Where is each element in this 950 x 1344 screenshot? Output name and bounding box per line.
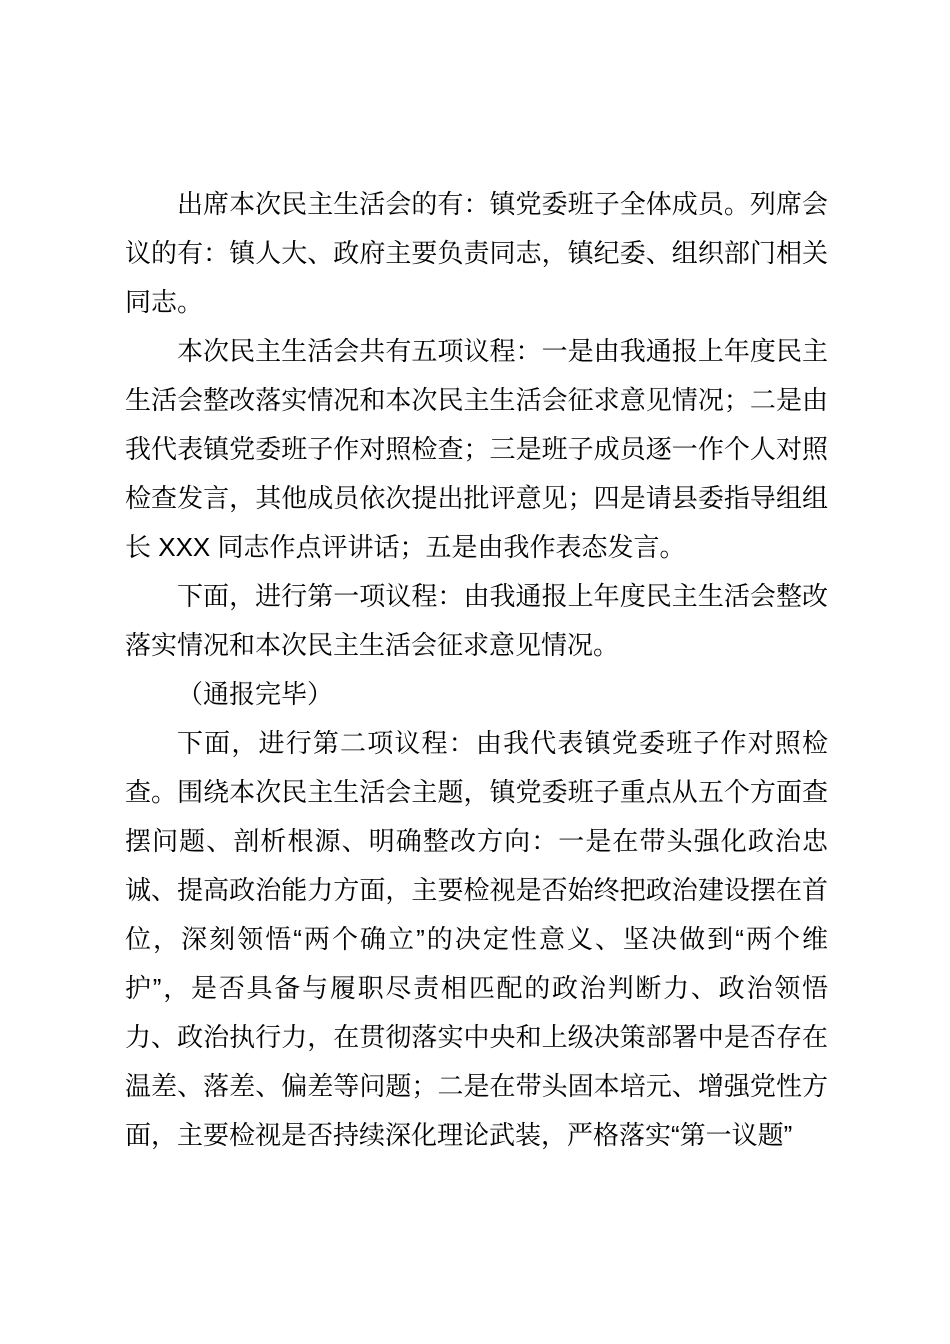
paragraph: 出席本次民主生活会的有：镇党委班子全体成员。列席会议的有：镇人大、政府主要负责同志，镇纪委、组织部门相关同志。 [125, 189, 828, 317]
paragraph: 本次民主生活会共有五项议程：一是由我通报上年度民主生活会整改落实情况和本次民主生活会征求意见情况；二是由我代表镇党委班子作对照检查；三是班子成员逐一作个人对照检查发言，其他成员依次提出批评意见；四是请县委指导组组长 XXX 同志作点评讲话；五是由我作表态发言。 [125, 336, 828, 562]
paragraph: 下面，进行第二项议程：由我代表镇党委班子作对照检查。围绕本次民主生活会主题，镇党委班子重点从五个方面查摆问题、剖析根源、明确整改方向：一是在带头强化政治忠诚、提高政治能力方面，主要检视是否始终把政治建设摆在首位，深刻领悟“两个确立”的决定性意义、坚决做到“两个维护”，是否具备与履职尽责相匹配的政治判断力、政治领悟力、政治执行力，在贯彻落实中央和上级决策部署中是否存在温差、落差、偏差等问题；二是在带头固本培元、增强党性方面，主要检视是否持续深化理论武装，严格落实“第一议题” [125, 728, 828, 1150]
document-body [125, 180, 828, 1160]
paragraph: （通报完毕） [177, 679, 334, 709]
paragraph: 下面，进行第一项议程：由我通报上年度民主生活会整改落实情况和本次民主生活会征求意见情况。 [125, 581, 828, 660]
